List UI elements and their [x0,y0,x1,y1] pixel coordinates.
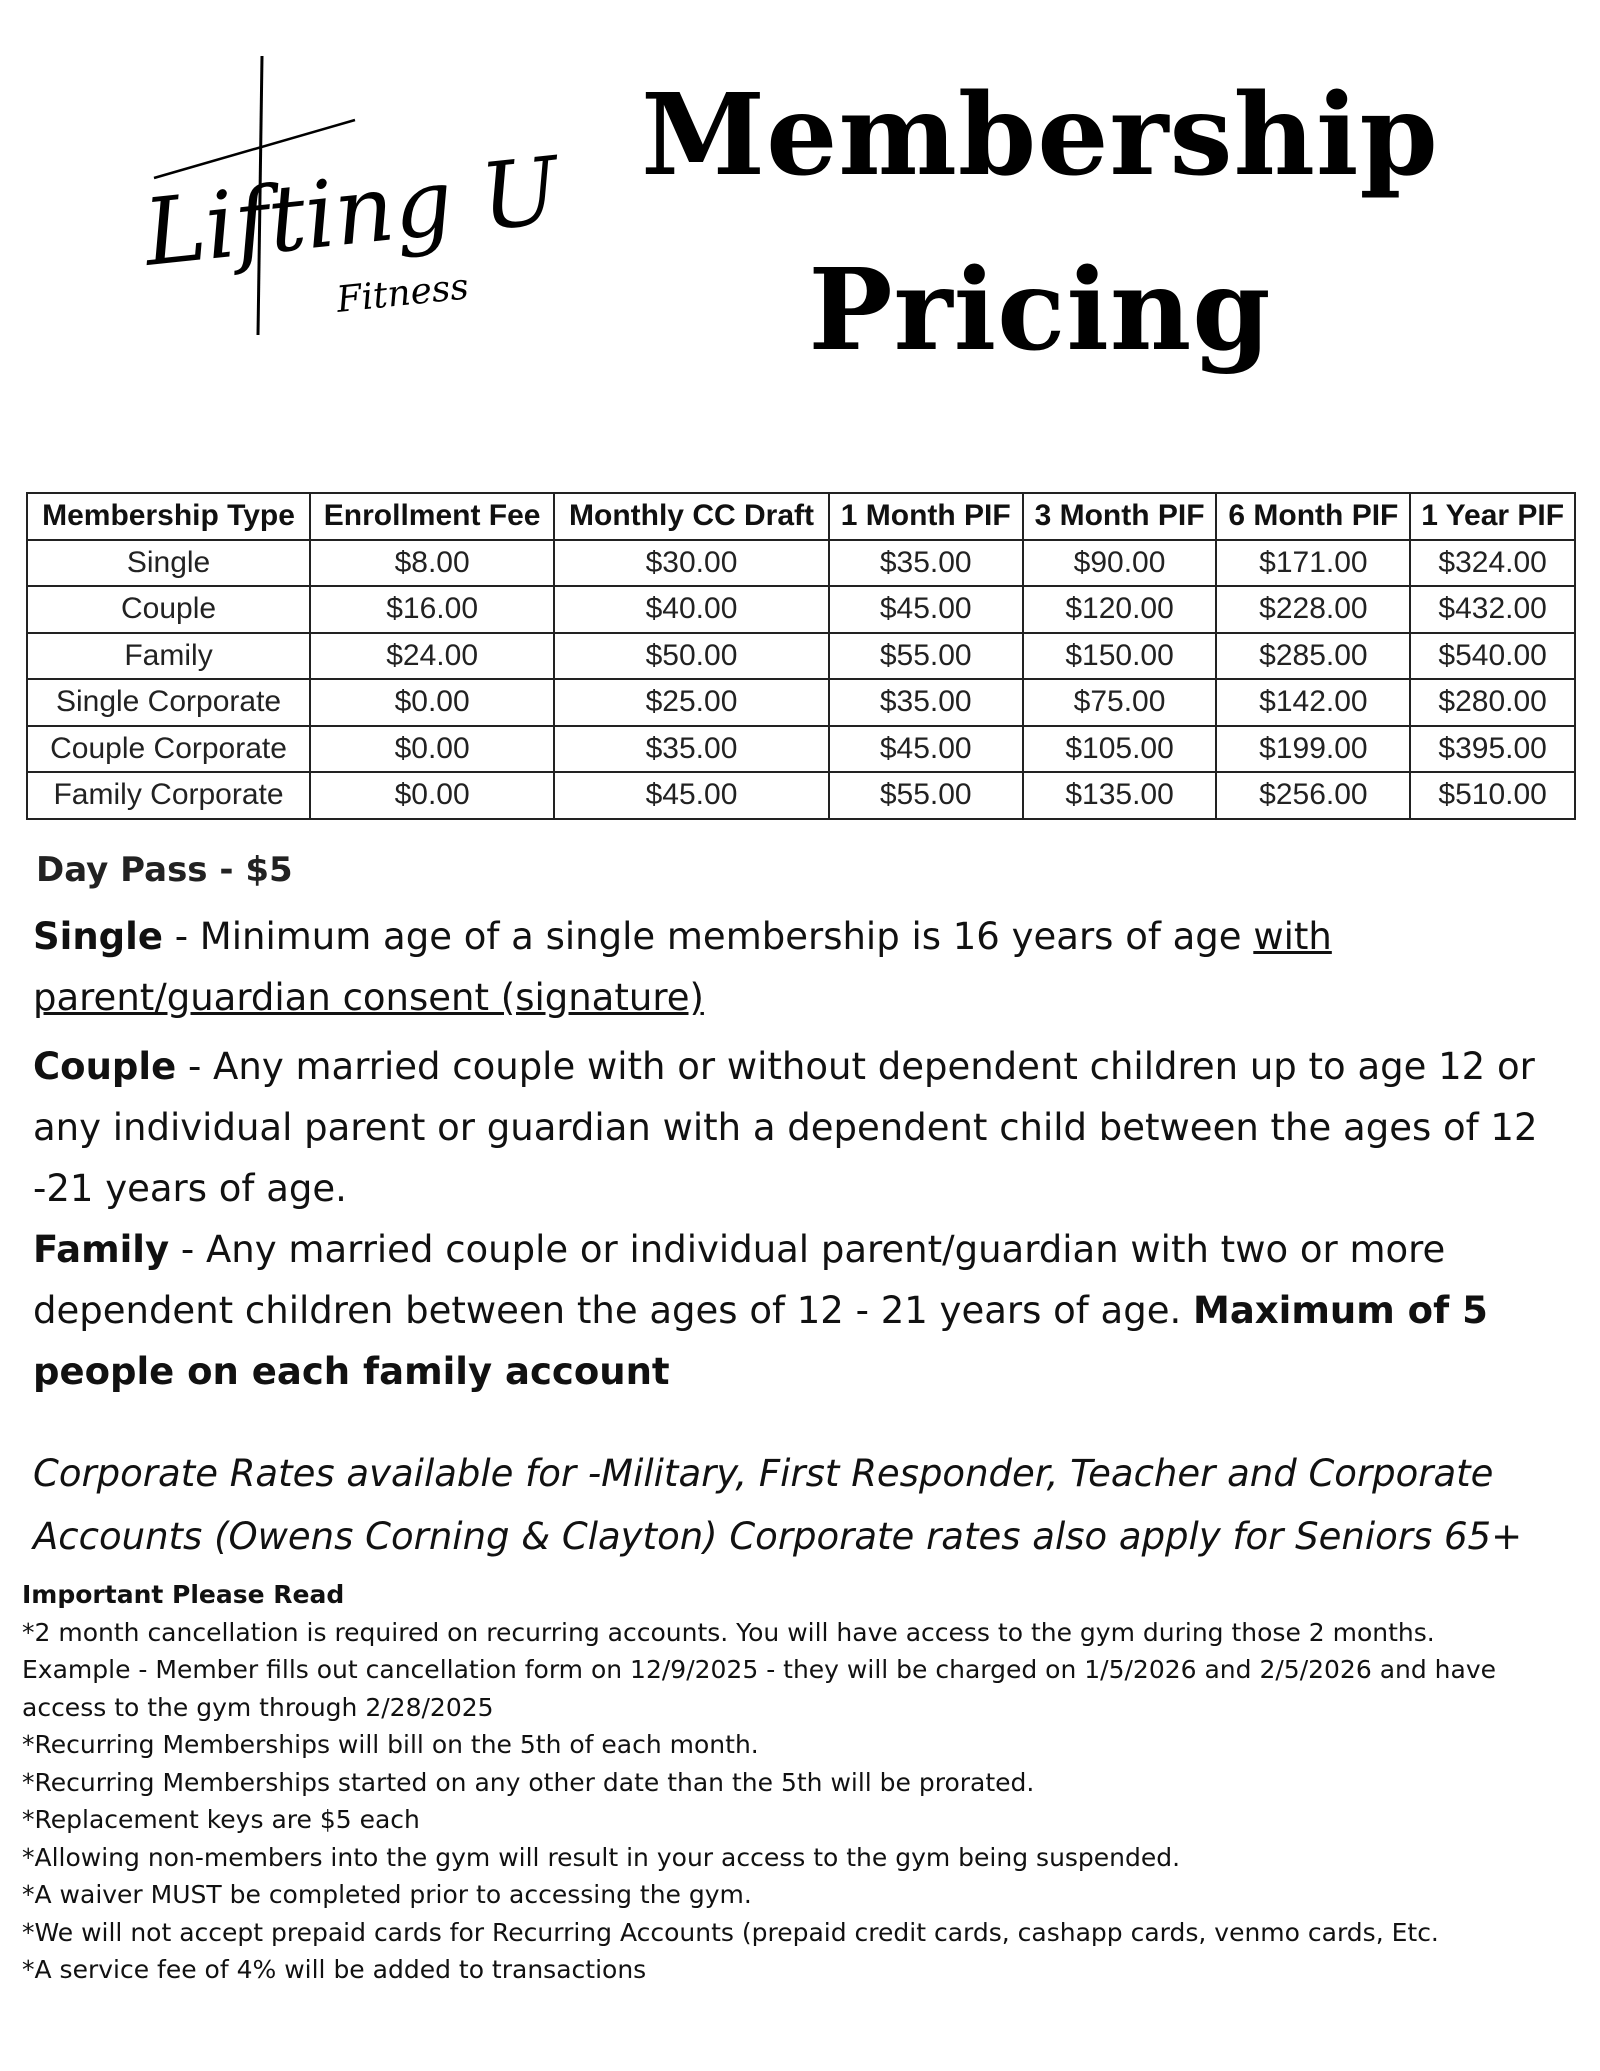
table-row [27,540,1575,587]
price-cell: $90.00 [1023,540,1217,587]
price-cell: $150.00 [1023,633,1217,680]
price-cell: $199.00 [1216,726,1410,773]
table-header-row [27,493,1575,540]
definition-couple [33,1036,1578,1219]
table-row [27,586,1575,633]
membership-type-cell: Couple Corporate [27,726,310,773]
price-cell: $540.00 [1410,633,1575,680]
important-heading: Important Please Read [22,1580,345,1609]
price-cell: $45.00 [829,586,1023,633]
price-cell: $75.00 [1023,679,1217,726]
column-header: 3 Month PIF [1023,493,1217,540]
definition-term: Family [33,1228,170,1271]
table-body [27,540,1575,819]
important-item: *Recurring Memberships started on any other date than the 5th will be prorated. [22,1767,1035,1797]
column-header: Enrollment Fee [310,493,554,540]
column-header: Membership Type [27,493,310,540]
definition-underlined: with parent/guardian consent (signature) [33,915,1332,1019]
price-cell: $280.00 [1410,679,1575,726]
important-list [22,1614,1582,1989]
price-cell: $228.00 [1216,586,1410,633]
column-header: 1 Year PIF [1410,493,1575,540]
important-item: *Recurring Memberships will bill on the 5th of each month. [22,1730,759,1759]
membership-type-cell: Single [27,540,310,587]
price-cell: $105.00 [1023,726,1217,773]
price-cell: $0.00 [310,772,554,819]
definition-term: Single [33,915,163,958]
day-pass: Day Pass - $5 [36,850,293,890]
definition-text: - Any married couple or individual parent/guardian with two or more dependent children between the ages of 12 - 21 years of age. [33,1228,1446,1332]
price-cell: $0.00 [310,726,554,773]
important-item: *Allowing non-members into the gym will result in your access to the gym being suspended. [22,1842,1181,1872]
important-item: *A service fee of 4% will be added to transactions [22,1955,647,1984]
price-cell: $8.00 [310,540,554,587]
price-cell: $25.00 [554,679,829,726]
price-cell: $324.00 [1410,540,1575,587]
price-cell: $24.00 [310,633,554,680]
price-cell: $510.00 [1410,772,1575,819]
price-cell: $35.00 [554,726,829,773]
table-row [27,726,1575,773]
membership-type-cell: Couple [27,586,310,633]
membership-definitions [33,906,1578,1402]
price-cell: $395.00 [1410,726,1575,773]
price-cell: $120.00 [1023,586,1217,633]
price-cell: $30.00 [554,540,829,587]
definition-bold-tail: Maximum of 5 people on each family account [33,1289,1488,1393]
logo-graphic [140,50,560,340]
column-header: 6 Month PIF [1216,493,1410,540]
brand-logo [140,50,560,340]
definition-text: - Minimum age of a single membership is 16 years of age [162,915,1254,958]
price-cell: $256.00 [1216,772,1410,819]
membership-type-cell: Family Corporate [27,772,310,819]
price-cell: $35.00 [829,679,1023,726]
definition-family [33,1219,1578,1402]
important-item: Example - Member fills out cancellation form on 12/9/2025 - they will be charged on 1/5/2026 and 2/5/2026 and have access to the gym through 2/28/2025 [22,1655,1497,1722]
price-cell: $45.00 [554,772,829,819]
corporate-rates-note: Corporate Rates available for -Military, First Responder, Teacher and Corporate Accounts (Owens Corning & Clayton) Corporate rates also apply for Seniors 65+ [33,1452,1523,1558]
pricing-table [26,492,1576,820]
price-cell: $135.00 [1023,772,1217,819]
price-cell: $55.00 [829,772,1023,819]
membership-type-cell: Single Corporate [27,679,310,726]
title-line-2: Pricing [808,245,1272,376]
price-cell: $285.00 [1216,633,1410,680]
logo-tagline-text: Fitness [334,266,471,321]
page-title [620,48,1460,398]
table-row [27,633,1575,680]
price-cell: $16.00 [310,586,554,633]
important-notes [22,1576,1582,1989]
definition-single [33,906,1578,1028]
table-row [27,679,1575,726]
important-item: *A waiver MUST be completed prior to accessing the gym. [22,1880,752,1909]
membership-type-cell: Family [27,633,310,680]
price-cell: $0.00 [310,679,554,726]
price-cell: $142.00 [1216,679,1410,726]
price-cell: $40.00 [554,586,829,633]
definition-text: - Any married couple with or without dependent children up to age 12 or any individual parent or guardian with a dependent child between the ages of 12 -21 years of age. [33,1045,1538,1210]
important-item: *We will not accept prepaid cards for Recurring Accounts (prepaid credit cards, cashapp cards, venmo cards, Etc. [22,1917,1439,1947]
title-line-1: Membership [641,70,1439,201]
important-item: *Replacement keys are $5 each [22,1805,420,1834]
logo-brand-text: Lifting Up [140,130,560,287]
price-cell: $55.00 [829,633,1023,680]
price-cell: $45.00 [829,726,1023,773]
column-header: 1 Month PIF [829,493,1023,540]
table-row [27,772,1575,819]
price-cell: $50.00 [554,633,829,680]
price-cell: $432.00 [1410,586,1575,633]
definition-term: Couple [33,1045,177,1088]
price-cell: $171.00 [1216,540,1410,587]
price-cell: $35.00 [829,540,1023,587]
column-header: Monthly CC Draft [554,493,829,540]
important-item: *2 month cancellation is required on recurring accounts. You will have access to the gym during those 2 months. [22,1617,1435,1647]
